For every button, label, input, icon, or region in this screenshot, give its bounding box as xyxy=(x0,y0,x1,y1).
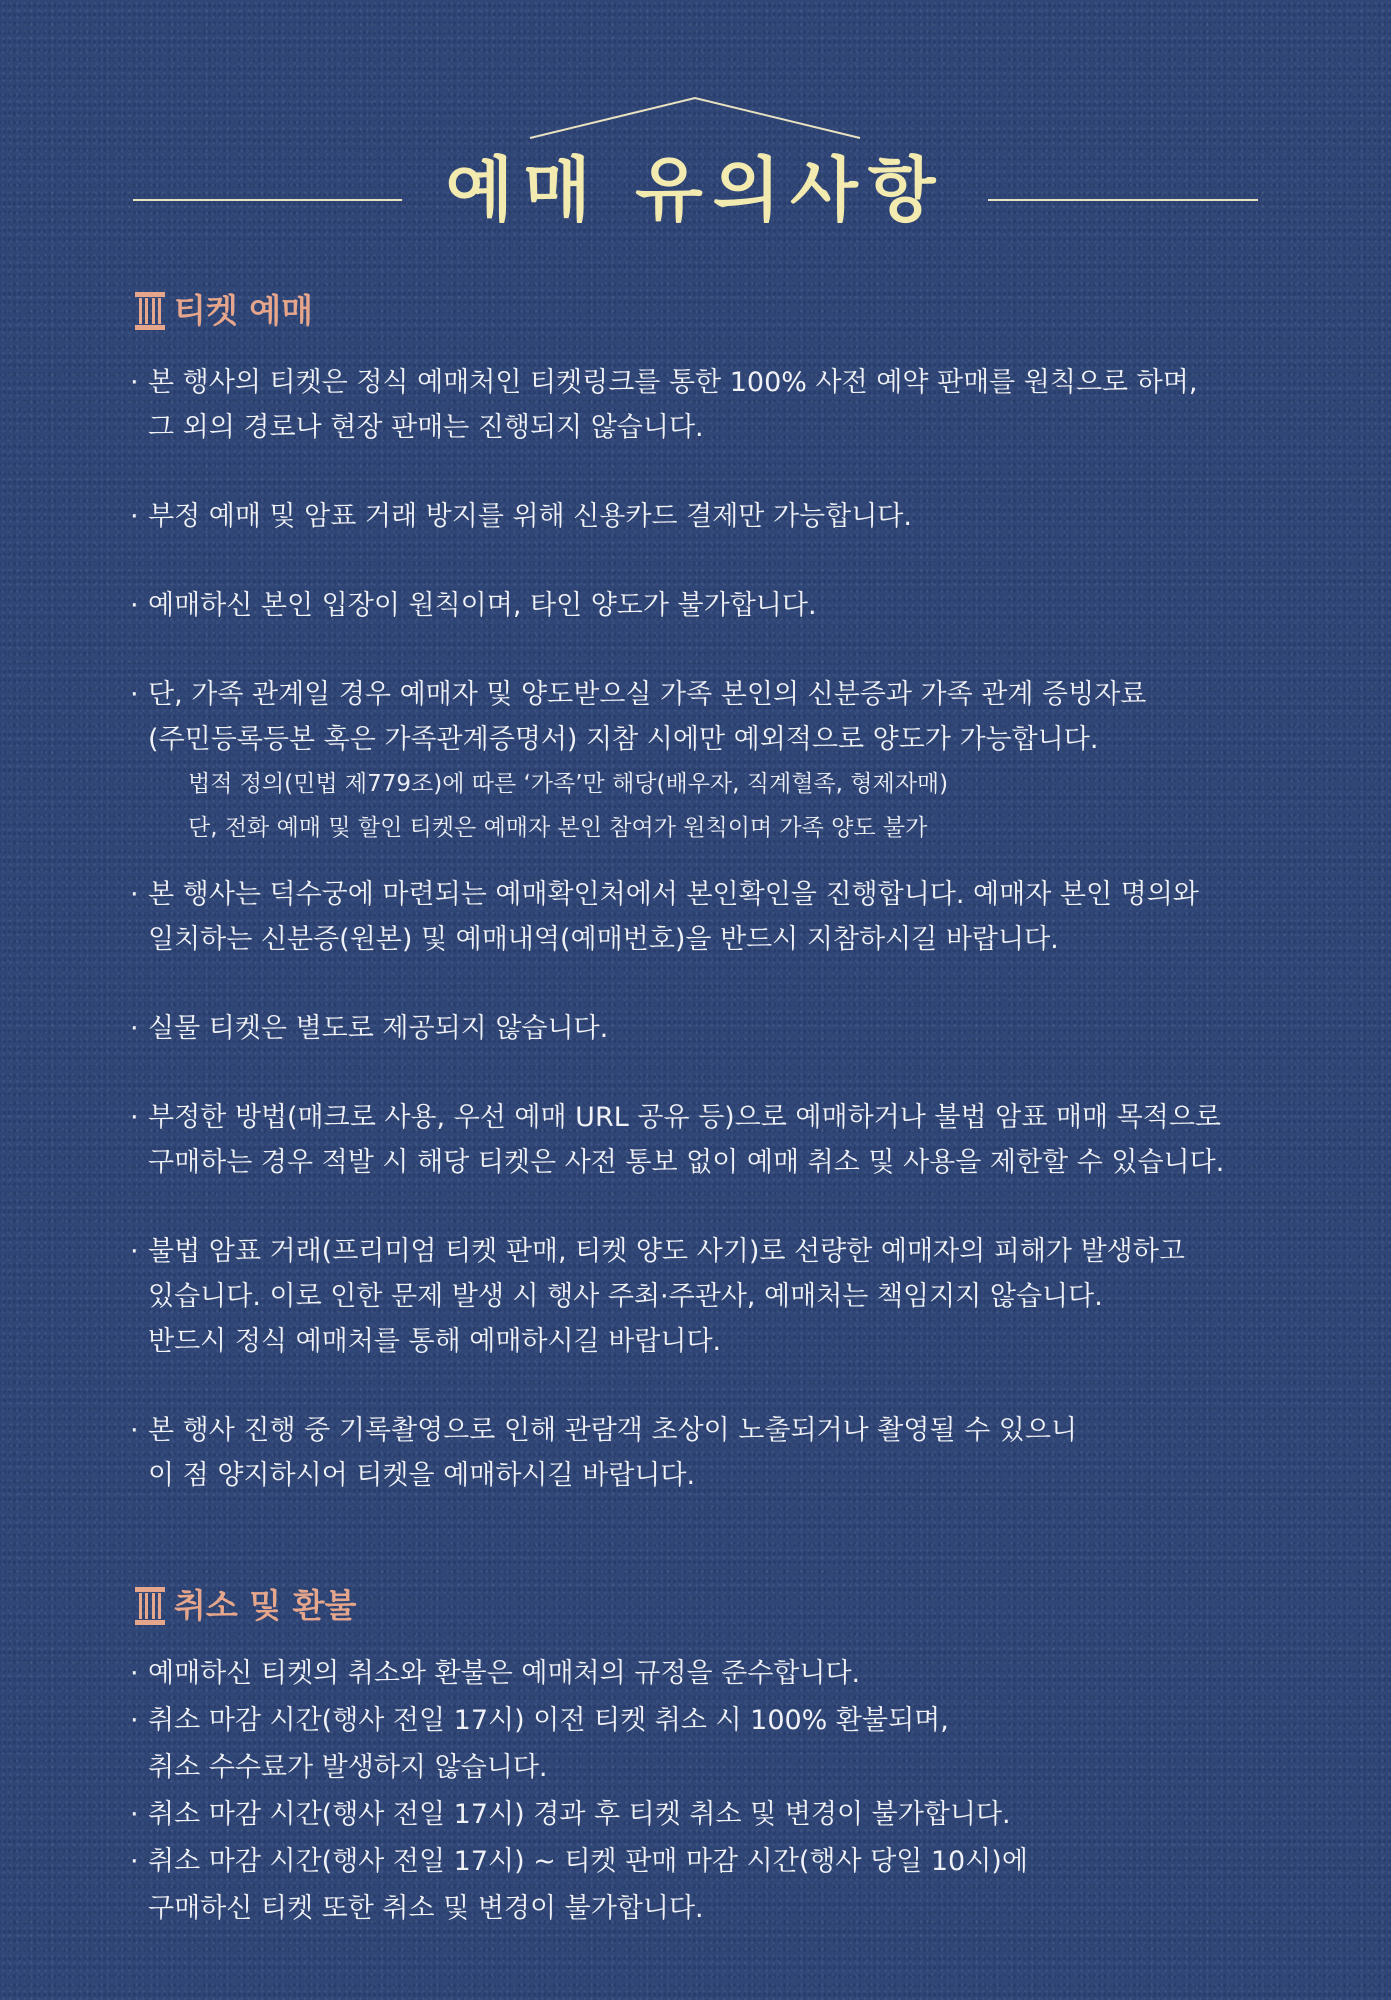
list-item-line: 반드시 정식 예매처를 통해 예매하시길 바랍니다. xyxy=(148,1326,722,1357)
list-item xyxy=(130,1650,1280,1697)
section-title: 티켓 예매 xyxy=(174,291,314,330)
list-item-line: · 취소 마감 시간(행사 전일 17시) 경과 후 티켓 취소 및 변경이 불가합니다. xyxy=(148,1799,1011,1830)
list-item-line: · 본 행사 진행 중 기록촬영으로 인해 관람객 초상이 노출되거나 촬영될 수 있으니 xyxy=(148,1415,1078,1446)
list-item-line: 있습니다. 이로 인한 문제 발생 시 행사 주최·주관사, 예매처는 책임지지 않습니다. xyxy=(148,1281,1103,1312)
section-header-refund xyxy=(132,1583,356,1629)
list-item-line: · 실물 티켓은 별도로 제공되지 않습니다. xyxy=(148,1013,609,1044)
section-title: 취소 및 환불 xyxy=(174,1586,357,1625)
page-title: 예매 유의사항 xyxy=(445,148,946,231)
list-item-line: (주민등록등본 혹은 가족관계증명서) 지참 시에만 예외적으로 양도가 가능합니다. xyxy=(148,724,1099,755)
list-item-line: · 취소 마감 시간(행사 전일 17시) ~ 티켓 판매 마감 시간(행사 당일 10시)에 xyxy=(148,1846,1028,1877)
list-item xyxy=(130,360,1280,450)
list-item-note: 단, 전화 예매 및 할인 티켓은 예매자 본인 참여가 원칙이며 가족 양도 불가 xyxy=(188,815,928,841)
pillar-icon xyxy=(132,288,168,334)
list-item-line: 취소 수수료가 발생하지 않습니다. xyxy=(148,1752,548,1783)
list-item xyxy=(130,1838,1280,1932)
list-item-note: 법적 정의(민법 제779조)에 따른 ‘가족’만 해당(배우자, 직계혈족, 형제자매) xyxy=(188,771,949,797)
roof-ornament-line xyxy=(530,98,860,138)
list-item-line: 구매하신 티켓 또한 취소 및 변경이 불가합니다. xyxy=(148,1893,704,1924)
list-item xyxy=(130,583,1280,628)
list-item-line: · 본 행사는 덕수궁에 마련되는 예매확인처에서 본인확인을 진행합니다. 예매자 본인 명의와 xyxy=(148,879,1199,910)
list-item xyxy=(130,1791,1280,1838)
pillar-icon xyxy=(132,1583,168,1629)
list-item xyxy=(130,1408,1280,1498)
list-item-line: · 불법 암표 거래(프리미엄 티켓 판매, 티켓 양도 사기)로 선량한 예매자의 피해가 발생하고 xyxy=(148,1236,1185,1267)
list-item-line: · 부정 예매 및 암표 거래 방지를 위해 신용카드 결제만 가능합니다. xyxy=(148,501,912,532)
list-item xyxy=(130,1095,1280,1185)
list-item-line: · 부정한 방법(매크로 사용, 우선 예매 URL 공유 등)으로 예매하거나 불법 암표 매매 목적으로 xyxy=(148,1102,1221,1133)
title-block xyxy=(0,90,1391,250)
list-item-line: · 본 행사의 티켓은 정식 예매처인 티켓링크를 통한 100% 사전 예약 판매를 원칙으로 하며, xyxy=(148,367,1198,398)
list-item-line: 그 외의 경로나 현장 판매는 진행되지 않습니다. xyxy=(148,412,704,443)
list-item xyxy=(130,1006,1280,1051)
list-item-line: · 단, 가족 관계일 경우 예매자 및 양도받으실 가족 본인의 신분증과 가족 관계 증빙자료 xyxy=(148,679,1147,710)
section-header-ticket xyxy=(132,288,313,334)
list-item-line: · 취소 마감 시간(행사 전일 17시) 이전 티켓 취소 시 100% 환불되며, xyxy=(148,1705,949,1736)
list-item-line: 일치하는 신분증(원본) 및 예매내역(예매번호)을 반드시 지참하시길 바랍니다. xyxy=(148,924,1059,955)
list-item-line: · 예매하신 본인 입장이 원칙이며, 타인 양도가 불가합니다. xyxy=(148,590,817,621)
refund-notice-list xyxy=(130,1650,1280,1932)
list-item-line: 구매하는 경우 적발 시 해당 티켓은 사전 통보 없이 예매 취소 및 사용을 제한할 수 있습니다. xyxy=(148,1147,1225,1178)
list-item-line: · 예매하신 티켓의 취소와 환불은 예매처의 규정을 준수합니다. xyxy=(148,1658,861,1689)
list-item xyxy=(130,672,1280,850)
list-item xyxy=(130,872,1280,962)
list-item xyxy=(130,1229,1280,1364)
list-item xyxy=(130,1697,1280,1791)
ticket-notice-list xyxy=(130,360,1280,1542)
list-item xyxy=(130,494,1280,539)
list-item-line: 이 점 양지하시어 티켓을 예매하시길 바랍니다. xyxy=(148,1460,696,1491)
